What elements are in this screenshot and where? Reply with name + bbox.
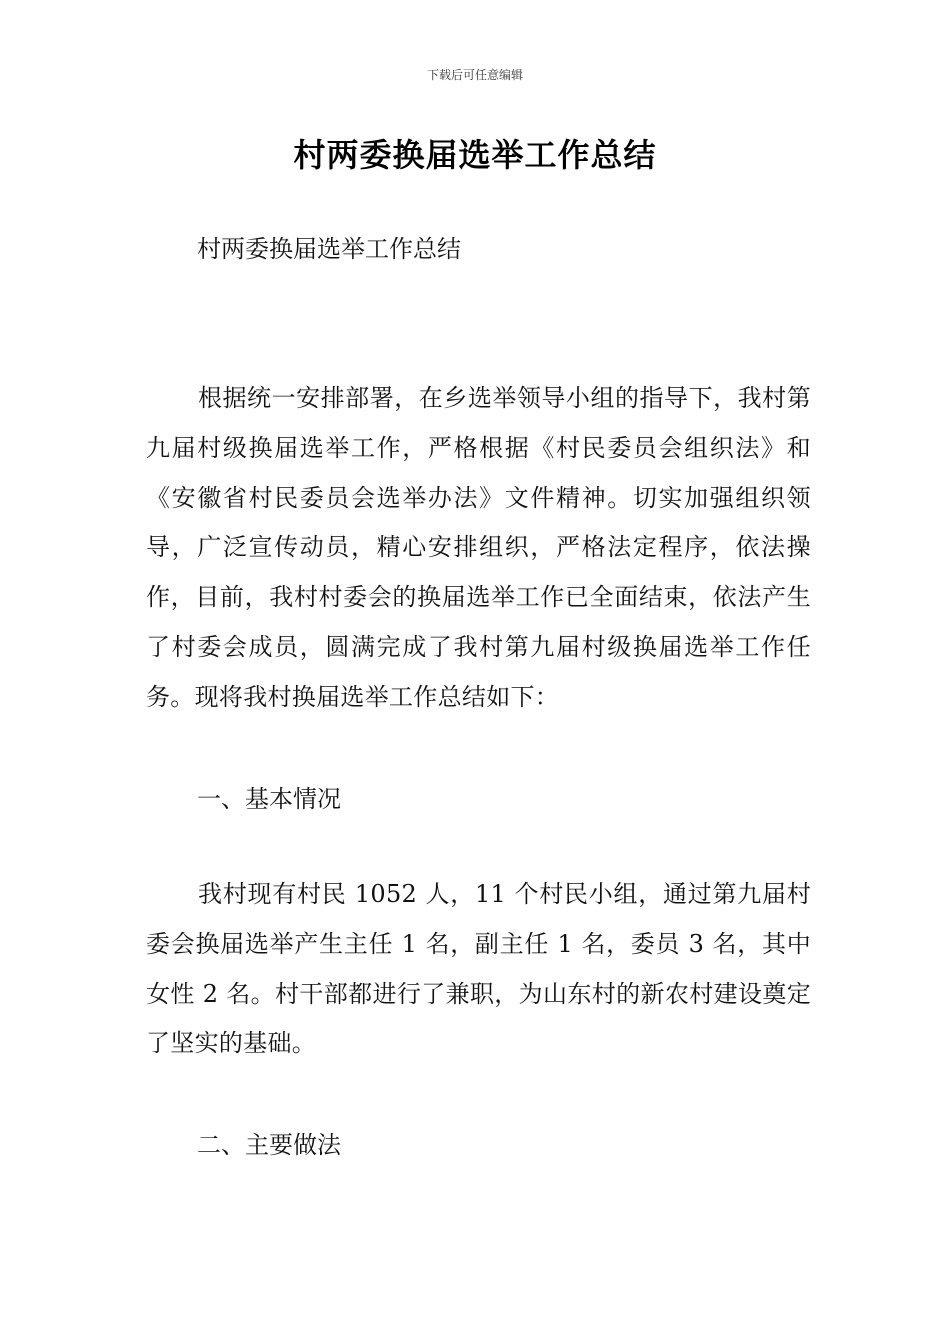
document-subtitle: 村两委换届选举工作总结	[197, 235, 461, 263]
section-heading-main-practices: 二、主要做法	[197, 1131, 341, 1159]
section-heading-basic-situation: 一、基本情况	[197, 785, 341, 813]
basic-situation-paragraph: 我村现有村民 1052 人，11 个村民小组，通过第九届村委会换届选举产生主任 1 名，副主任 1 名，委员 3 名，其中女性 2 名。村干部都进行了兼职，为山东村的新农村建设奠定了坚实的基础。	[146, 880, 811, 1058]
header-note: 下载后可任意编辑	[426, 68, 523, 82]
document-title: 村两委换届选举工作总结	[293, 136, 657, 174]
intro-paragraph: 根据统一安排部署，在乡选举领导小组的指导下，我村第九届村级换届选举工作，严格根据《村民委员会组织法》和《安徽省村民委员会选举办法》文件精神。切实加强组织领导，广泛宣传动员，精心安排组织，严格法定程序，依法操作，目前，我村村委会的换届选举工作已全面结束，依法产生了村委会成员，圆满完成了我村第九届村级换届选举工作任务。现将我村换届选举工作总结如下：	[146, 384, 811, 711]
